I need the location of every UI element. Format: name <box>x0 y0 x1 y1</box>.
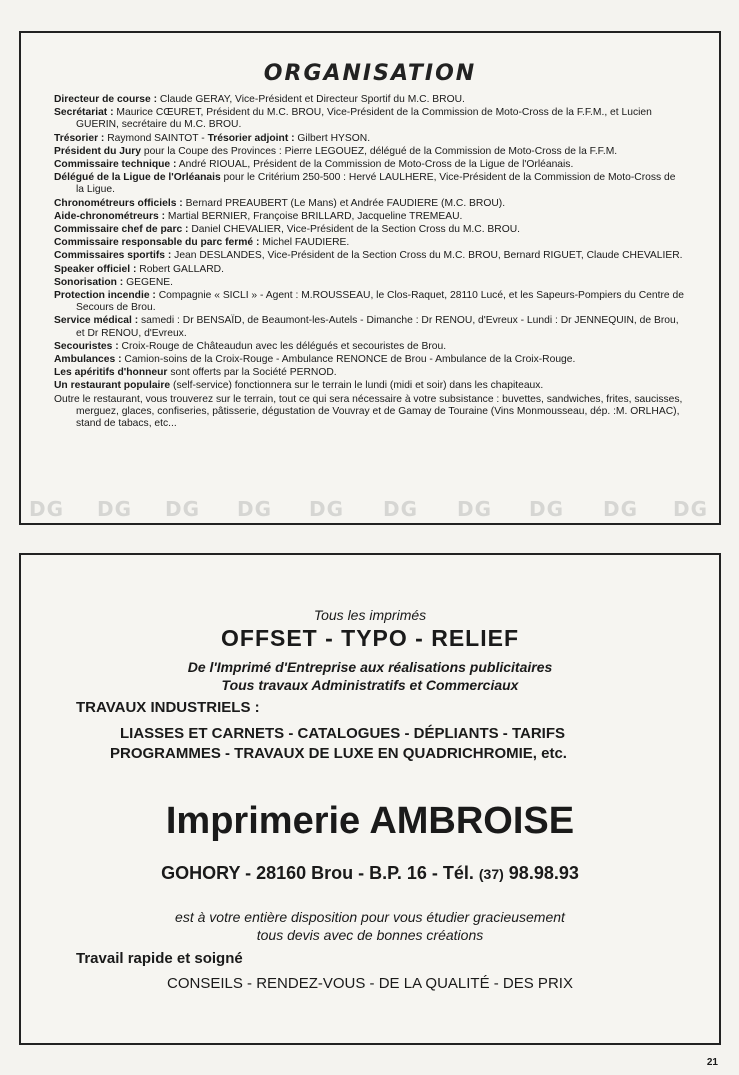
ad-tagline-1: De l'Imprimé d'Entreprise aux réalisations publicitaires <box>187 659 553 675</box>
entry-text: Jean DESLANDES, Vice-Président de la Section Cross du M.C. BROU, Bernard RIGUET, Claude CHEVALIER. <box>171 250 683 262</box>
organisation-entry <box>54 394 686 431</box>
entry-label: Service médical : <box>54 315 139 327</box>
organisation-entry <box>54 367 686 379</box>
entry-label: Directeur de course : <box>54 94 158 105</box>
watermark: DG <box>603 497 639 521</box>
watermark: DG <box>29 497 65 521</box>
entry-text: Raymond SAINTOT - <box>104 132 208 144</box>
entry-text: Michel FAUDIERE. <box>259 237 350 249</box>
entry-label: Président du Jury <box>54 145 141 157</box>
organisation-entry <box>54 172 686 196</box>
watermark: DG <box>165 497 201 521</box>
entry-text: pour la Coupe des Provinces : Pierre LEGOUEZ, délégué de la Commission de Moto-Cross de la F.F.M. <box>140 145 618 157</box>
organisation-entry <box>54 250 686 262</box>
ad-rapide: Travail rapide et soigné <box>76 950 243 967</box>
watermark: DG <box>457 497 493 521</box>
organisation-entry <box>54 237 686 249</box>
organisation-entry <box>54 277 686 289</box>
entry-text: Robert GALLARD. <box>136 263 224 275</box>
entry-text: sont offerts par la Société PERNOD. <box>167 367 337 379</box>
entry-text: GEGENE. <box>123 276 173 288</box>
watermark: DG <box>383 497 419 521</box>
organisation-entry <box>54 354 686 366</box>
entry-label: Speaker officiel : <box>54 263 137 275</box>
watermark: DG <box>309 497 345 521</box>
entry-text: Compagnie « SICLI » - Agent : M.ROUSSEAU, le Clos-Raquet, 28110 Lucé, et les Sapeurs-Pompiers du Centre de Secours de Brou. <box>76 290 684 314</box>
printer-advertisement <box>19 553 721 1045</box>
ad-travaux-label: TRAVAUX INDUSTRIELS : <box>76 699 260 716</box>
entry-label: Commissaire chef de parc : <box>54 224 189 236</box>
entry-text: Croix-Rouge de Châteaudun avec les délégués et secouristes de Brou. <box>118 340 447 352</box>
entry-text: pour le Critérium 250-500 : Hervé LAULHERE, Vice-Président de la Commission de Moto-Cross de la Ligue. <box>76 172 676 196</box>
ad-address <box>21 863 719 884</box>
ad-address-main: GOHORY - 28160 Brou - B.P. 16 - Tél. <box>161 863 479 883</box>
organisation-title: ORGANISATION <box>263 61 477 86</box>
watermark: DG <box>529 497 565 521</box>
ad-conseils: CONSEILS - RENDEZ-VOUS - DE LA QUALITÉ - DES PRIX <box>167 975 573 992</box>
organisation-entry <box>54 211 686 223</box>
ad-tel-number: 98.98.93 <box>503 863 579 883</box>
entry-text: Gilbert HYSON. <box>294 132 371 144</box>
organisation-entry <box>54 159 686 171</box>
organisation-panel <box>19 31 721 525</box>
organisation-entry <box>54 198 686 210</box>
entry-label: Commissaires sportifs : <box>54 250 172 262</box>
entry-label: Délégué de la Ligue de l'Orléanais <box>54 172 221 184</box>
organisation-entry <box>54 341 686 353</box>
entry-text: Claude GERAY, Vice-Président et Directeur Sportif du M.C. BROU. <box>157 94 465 105</box>
entry-label: Secrétariat : <box>54 107 114 119</box>
organisation-entry <box>54 315 686 339</box>
ad-availability-1: est à votre entière disposition pour vous étudier gracieusement <box>175 909 565 925</box>
ad-travaux-line-1: LIASSES ET CARNETS - CATALOGUES - DÉPLIANTS - TARIFS <box>120 725 566 742</box>
organisation-entry <box>54 133 686 145</box>
organisation-entry <box>54 146 686 158</box>
entry-label: Un restaurant populaire <box>54 380 171 392</box>
ad-headline: OFFSET - TYPO - RELIEF <box>221 625 519 651</box>
entry-label: Trésorier : <box>54 132 105 144</box>
entry-text: Outre le restaurant, vous trouverez sur le terrain, tout ce qui sera nécessaire à votre subsistance : buvettes, sandwiches, frites, saucisses, merguez, glaces, confiseries, pâtisserie, dégustation de Vouvray et de Gamay de Touraine (Vins Monmousseau, dép. :M. ORLHAC), stand de tabacs, etc... <box>54 393 683 430</box>
entry-text: samedi : Dr BENSAÏD, de Beaumont-les-Autels - Dimanche : Dr RENOU, d'Evreux - Lundi : Dr JENNEQUIN, de Brou, et Dr RENOU, d'Evreux. <box>76 315 679 339</box>
ad-subtitle: Tous les imprimés <box>313 607 427 623</box>
organisation-entry <box>54 107 686 131</box>
watermark: DG <box>673 497 709 521</box>
entry-text: André RIOUAL, Président de la Commission de Moto-Cross de la Ligue de l'Orléanais. <box>176 159 574 171</box>
entry-text: Martial BERNIER, Françoise BRILLARD, Jacqueline TREMEAU. <box>165 210 463 222</box>
entry-label: Secouristes : <box>54 340 119 352</box>
entry-label: Chronométreurs officiels : <box>54 197 183 209</box>
entry-label: Protection incendie : <box>54 290 156 302</box>
entry-text: Bernard PREAUBERT (Le Mans) et Andrée FAUDIERE (M.C. BROU). <box>182 197 506 209</box>
ad-tagline-2: Tous travaux Administratifs et Commerciaux <box>221 677 519 693</box>
entry-label: Ambulances : <box>54 354 122 366</box>
ad-travaux-line-2: PROGRAMMES - TRAVAUX DE LUXE EN QUADRICHROMIE, etc. <box>110 745 567 762</box>
entry-label: Commissaire technique : <box>54 159 177 171</box>
entry-text: Maurice CŒURET, Président du M.C. BROU, Vice-Président de la Commission de Moto-Cross de la F.F.M., et Lucien GUERIN, secrétaire du M.C. BROU. <box>76 107 652 131</box>
organisation-list <box>54 94 686 431</box>
organisation-entry <box>54 264 686 276</box>
ad-tel-prefix: (37) <box>478 866 504 882</box>
entry-label: Sonorisation : <box>54 276 124 288</box>
entry-text: Camion-soins de la Croix-Rouge - Ambulance RENONCE de Brou - Ambulance de la Croix-Rouge. <box>121 354 576 366</box>
organisation-entry <box>54 94 686 106</box>
page-number: 21 <box>706 1057 718 1068</box>
entry-text: Daniel CHEVALIER, Vice-Président de la Section Cross du M.C. BROU. <box>188 224 521 236</box>
entry-text: (self-service) fonctionnera sur le terrain le lundi (midi et soir) dans les chapiteaux. <box>170 380 544 392</box>
watermark: DG <box>97 497 133 521</box>
ad-availability-2: tous devis avec de bonnes créations <box>256 927 484 943</box>
organisation-entry <box>54 224 686 236</box>
ad-brand-name: Imprimerie AMBROISE <box>165 800 575 842</box>
organisation-entry <box>54 290 686 314</box>
entry-label: Les apéritifs d'honneur <box>54 367 168 379</box>
organisation-entry <box>54 380 686 392</box>
entry-label: Trésorier adjoint : <box>207 132 295 144</box>
watermark: DG <box>237 497 273 521</box>
entry-label: Commissaire responsable du parc fermé : <box>54 237 260 249</box>
entry-label: Aide-chronométreurs : <box>54 210 165 222</box>
